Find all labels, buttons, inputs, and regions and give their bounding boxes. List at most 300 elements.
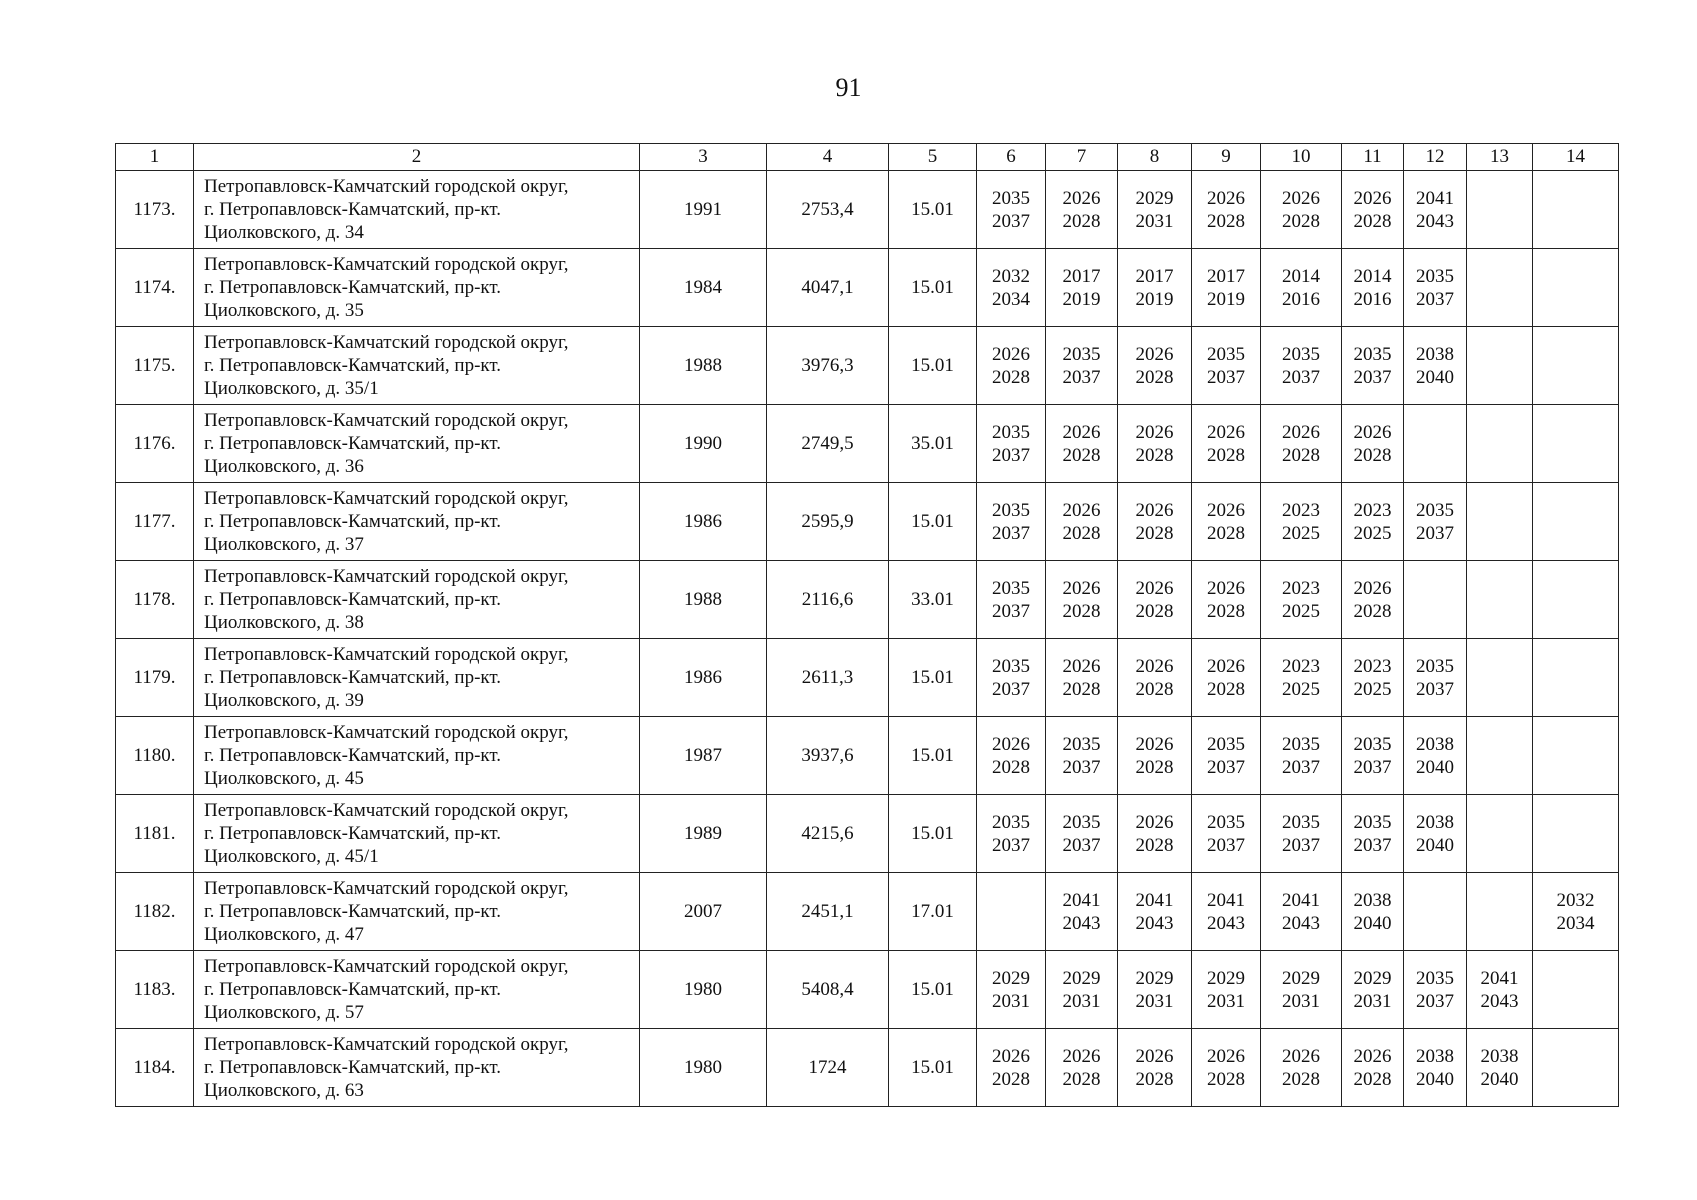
period-cell — [977, 327, 1046, 405]
period-cell — [1404, 873, 1467, 951]
period-year: 2037 — [992, 834, 1030, 856]
address-line: Петропавловск-Камчатский городской округ, — [204, 1034, 569, 1055]
period-cell — [1533, 639, 1619, 717]
period-cell — [1467, 327, 1533, 405]
period-year: 2031 — [1282, 990, 1320, 1012]
build-year-cell: 1984 — [640, 249, 767, 327]
period-year: 2028 — [1282, 210, 1320, 232]
period-year: 2026 — [1062, 577, 1101, 599]
period-cell — [1404, 249, 1467, 327]
period-cell — [1192, 405, 1261, 483]
period-year: 2026 — [1062, 655, 1101, 677]
column-header: 7 — [1046, 144, 1118, 171]
period-year: 2026 — [1353, 421, 1392, 443]
period-cell — [1192, 1029, 1261, 1107]
period-year: 2028 — [1282, 444, 1320, 466]
period-cell — [1261, 717, 1342, 795]
table-row — [116, 795, 1619, 873]
period-cell — [1342, 327, 1404, 405]
period-cell — [977, 171, 1046, 249]
period-cell — [1404, 327, 1467, 405]
period-year: 2028 — [1353, 444, 1392, 466]
period-cell — [1404, 951, 1467, 1029]
period-year: 2037 — [1282, 834, 1320, 856]
period-year: 2038 — [1416, 343, 1454, 365]
period-year: 2026 — [1353, 577, 1392, 599]
period-cell — [1118, 327, 1192, 405]
address-line: г. Петропавловск-Камчатский, пр-кт. — [204, 745, 502, 766]
page-number: 91 — [835, 73, 862, 102]
period-year: 2037 — [1282, 366, 1320, 388]
period-year: 2026 — [1135, 343, 1174, 365]
period-cell — [1342, 873, 1404, 951]
table-body — [116, 171, 1619, 1107]
period-year: 2035 — [1282, 343, 1320, 365]
row-number-cell: 1176. — [116, 405, 194, 483]
period-year: 2028 — [1062, 444, 1101, 466]
period-year: 2026 — [1135, 421, 1174, 443]
period-year: 2035 — [1207, 343, 1245, 365]
period-year: 2028 — [1135, 366, 1174, 388]
code-cell: 17.01 — [889, 873, 977, 951]
address-line: г. Петропавловск-Камчатский, пр-кт. — [204, 511, 502, 532]
period-year: 2037 — [1207, 756, 1245, 778]
period-year: 2017 — [1135, 265, 1174, 287]
period-year: 2026 — [1207, 655, 1245, 677]
period-cell — [1261, 405, 1342, 483]
address-cell — [194, 873, 640, 951]
period-year: 2023 — [1282, 499, 1320, 521]
period-year: 2034 — [1556, 912, 1595, 934]
address-line: г. Петропавловск-Камчатский, пр-кт. — [204, 667, 502, 688]
period-cell — [1261, 639, 1342, 717]
period-year: 2031 — [1062, 990, 1101, 1012]
period-cell — [977, 561, 1046, 639]
period-year: 2035 — [1353, 343, 1392, 365]
period-year: 2035 — [1353, 811, 1392, 833]
period-cell — [1046, 249, 1118, 327]
address-line: Петропавловск-Камчатский городской округ, — [204, 878, 569, 899]
period-cell — [1342, 171, 1404, 249]
period-cell — [1192, 327, 1261, 405]
table-row — [116, 405, 1619, 483]
address-cell — [194, 951, 640, 1029]
period-year: 2028 — [1062, 210, 1101, 232]
address-line: г. Петропавловск-Камчатский, пр-кт. — [204, 589, 502, 610]
area-cell: 2595,9 — [767, 483, 889, 561]
period-cell — [977, 249, 1046, 327]
address-cell — [194, 483, 640, 561]
period-year: 2019 — [1135, 288, 1174, 310]
column-header: 12 — [1404, 144, 1467, 171]
period-cell — [1404, 561, 1467, 639]
period-year: 2035 — [1416, 499, 1454, 521]
period-cell — [1046, 639, 1118, 717]
period-cell — [1404, 1029, 1467, 1107]
period-year: 2040 — [1480, 1068, 1519, 1090]
period-cell — [1046, 873, 1118, 951]
period-year: 2043 — [1480, 990, 1519, 1012]
row-number-cell: 1173. — [116, 171, 194, 249]
table-row — [116, 951, 1619, 1029]
row-number-cell: 1184. — [116, 1029, 194, 1107]
row-number-cell: 1174. — [116, 249, 194, 327]
period-year: 2037 — [992, 678, 1030, 700]
period-year: 2028 — [1207, 600, 1245, 622]
period-year: 2037 — [1416, 288, 1454, 310]
period-cell — [1118, 639, 1192, 717]
period-cell — [1467, 795, 1533, 873]
period-cell — [1261, 873, 1342, 951]
period-year: 2041 — [1480, 967, 1519, 989]
period-cell — [1118, 561, 1192, 639]
address-line: г. Петропавловск-Камчатский, пр-кт. — [204, 355, 502, 376]
period-cell — [1192, 483, 1261, 561]
period-year: 2025 — [1353, 522, 1392, 544]
address-cell — [194, 639, 640, 717]
period-year: 2026 — [1282, 1045, 1320, 1067]
period-year: 2028 — [1135, 834, 1174, 856]
period-year: 2037 — [1207, 366, 1245, 388]
period-year: 2028 — [1062, 522, 1101, 544]
period-cell — [1046, 171, 1118, 249]
address-line: Петропавловск-Камчатский городской округ, — [204, 254, 569, 275]
period-cell — [1118, 795, 1192, 873]
period-cell — [1533, 483, 1619, 561]
period-cell — [1342, 795, 1404, 873]
period-year: 2035 — [1207, 733, 1245, 755]
period-cell — [1118, 873, 1192, 951]
housing-repair-schedule-table — [115, 143, 1619, 1107]
row-number-cell: 1177. — [116, 483, 194, 561]
period-year: 2017 — [1207, 265, 1245, 287]
period-year: 2037 — [992, 600, 1030, 622]
address-line: г. Петропавловск-Камчатский, пр-кт. — [204, 1057, 502, 1078]
period-year: 2031 — [992, 990, 1030, 1012]
build-year-cell: 1987 — [640, 717, 767, 795]
period-year: 2028 — [1135, 522, 1174, 544]
period-cell — [1342, 405, 1404, 483]
period-year: 2028 — [992, 756, 1030, 778]
period-cell — [1261, 1029, 1342, 1107]
period-year: 2037 — [992, 210, 1030, 232]
period-cell — [1192, 249, 1261, 327]
address-line: г. Петропавловск-Камчатский, пр-кт. — [204, 199, 502, 220]
period-year: 2026 — [1353, 187, 1392, 209]
period-cell — [1118, 483, 1192, 561]
address-line: Петропавловск-Камчатский городской округ, — [204, 644, 569, 665]
period-cell — [1533, 717, 1619, 795]
period-year: 2035 — [1416, 655, 1454, 677]
period-cell — [1118, 1029, 1192, 1107]
build-year-cell: 1980 — [640, 1029, 767, 1107]
period-cell — [1467, 561, 1533, 639]
period-cell — [1342, 249, 1404, 327]
period-year: 2037 — [1416, 678, 1454, 700]
period-cell — [1192, 873, 1261, 951]
period-year: 2026 — [1062, 499, 1101, 521]
row-number-cell: 1180. — [116, 717, 194, 795]
address-line: г. Петропавловск-Камчатский, пр-кт. — [204, 277, 502, 298]
period-year: 2028 — [1135, 1068, 1174, 1090]
address-line: Циолковского, д. 35/1 — [204, 378, 379, 399]
period-year: 2041 — [1062, 889, 1101, 911]
period-year: 2026 — [1062, 187, 1101, 209]
row-number-cell: 1175. — [116, 327, 194, 405]
table-row — [116, 873, 1619, 951]
period-year: 2038 — [1480, 1045, 1519, 1067]
period-cell — [1192, 561, 1261, 639]
address-cell — [194, 405, 640, 483]
period-cell — [1046, 1029, 1118, 1107]
period-year: 2040 — [1416, 366, 1454, 388]
period-year: 2035 — [992, 187, 1030, 209]
period-cell — [977, 795, 1046, 873]
address-cell — [194, 1029, 640, 1107]
period-cell — [1192, 951, 1261, 1029]
period-year: 2035 — [1353, 733, 1392, 755]
period-cell — [977, 951, 1046, 1029]
period-year: 2041 — [1207, 889, 1245, 911]
period-cell — [1467, 171, 1533, 249]
period-year: 2026 — [1135, 811, 1174, 833]
period-year: 2028 — [1207, 210, 1245, 232]
period-year: 2025 — [1282, 600, 1320, 622]
period-cell — [977, 483, 1046, 561]
period-year: 2035 — [1062, 343, 1101, 365]
period-year: 2031 — [1135, 990, 1174, 1012]
period-year: 2026 — [1135, 577, 1174, 599]
address-line: Циолковского, д. 35 — [204, 300, 364, 321]
period-cell — [1192, 171, 1261, 249]
period-year: 2025 — [1282, 522, 1320, 544]
code-cell: 15.01 — [889, 639, 977, 717]
period-cell — [1404, 483, 1467, 561]
address-line: Петропавловск-Камчатский городской округ, — [204, 566, 569, 587]
address-line: Циолковского, д. 45/1 — [204, 846, 379, 867]
build-year-cell: 1988 — [640, 561, 767, 639]
period-cell — [1261, 795, 1342, 873]
column-header: 4 — [767, 144, 889, 171]
area-cell: 2749,5 — [767, 405, 889, 483]
period-year: 2029 — [1282, 967, 1320, 989]
address-line: г. Петропавловск-Камчатский, пр-кт. — [204, 901, 502, 922]
period-cell — [1404, 171, 1467, 249]
period-cell — [1261, 249, 1342, 327]
period-year: 2041 — [1416, 187, 1454, 209]
period-cell — [1261, 171, 1342, 249]
period-cell — [1342, 717, 1404, 795]
period-cell — [1118, 717, 1192, 795]
column-header: 5 — [889, 144, 977, 171]
period-year: 2023 — [1353, 655, 1392, 677]
period-cell — [1533, 561, 1619, 639]
code-cell: 15.01 — [889, 951, 977, 1029]
column-header: 2 — [194, 144, 640, 171]
period-cell — [1467, 1029, 1533, 1107]
address-cell — [194, 171, 640, 249]
column-header: 8 — [1118, 144, 1192, 171]
period-year: 2025 — [1353, 678, 1392, 700]
period-year: 2035 — [1416, 265, 1454, 287]
period-year: 2028 — [1353, 210, 1392, 232]
address-line: Петропавловск-Камчатский городской округ, — [204, 410, 569, 431]
period-cell — [1046, 561, 1118, 639]
area-cell: 1724 — [767, 1029, 889, 1107]
period-cell — [977, 1029, 1046, 1107]
period-cell — [1467, 717, 1533, 795]
code-cell: 15.01 — [889, 249, 977, 327]
table-row — [116, 171, 1619, 249]
period-cell — [1118, 171, 1192, 249]
period-cell — [1533, 405, 1619, 483]
period-year: 2043 — [1135, 912, 1174, 934]
period-year: 2028 — [1353, 600, 1392, 622]
period-year: 2025 — [1282, 678, 1320, 700]
table-row — [116, 327, 1619, 405]
period-year: 2040 — [1416, 756, 1454, 778]
area-cell: 4215,6 — [767, 795, 889, 873]
period-year: 2035 — [992, 577, 1030, 599]
address-cell — [194, 327, 640, 405]
table-row — [116, 249, 1619, 327]
period-cell — [1533, 327, 1619, 405]
period-cell — [1046, 483, 1118, 561]
period-year: 2035 — [1282, 733, 1320, 755]
column-header: 9 — [1192, 144, 1261, 171]
period-year: 2041 — [1282, 889, 1320, 911]
period-year: 2028 — [1207, 678, 1245, 700]
period-year: 2026 — [1207, 577, 1245, 599]
address-line: Циолковского, д. 63 — [204, 1080, 364, 1101]
period-cell — [1467, 483, 1533, 561]
address-line: Циолковского, д. 36 — [204, 456, 364, 477]
period-year: 2028 — [1062, 600, 1101, 622]
table-row — [116, 717, 1619, 795]
period-year: 2043 — [1207, 912, 1245, 934]
period-year: 2031 — [1207, 990, 1245, 1012]
period-year: 2037 — [1207, 834, 1245, 856]
address-cell — [194, 561, 640, 639]
period-year: 2028 — [1207, 522, 1245, 544]
build-year-cell: 1986 — [640, 639, 767, 717]
period-year: 2037 — [1062, 834, 1101, 856]
table-row — [116, 561, 1619, 639]
address-line: Циолковского, д. 38 — [204, 612, 364, 633]
period-year: 2037 — [1282, 756, 1320, 778]
address-line: Циолковского, д. 39 — [204, 690, 364, 711]
period-cell — [1118, 405, 1192, 483]
period-cell — [1533, 795, 1619, 873]
period-year: 2032 — [1556, 889, 1595, 911]
period-year: 2026 — [1207, 499, 1245, 521]
address-line: г. Петропавловск-Камчатский, пр-кт. — [204, 433, 502, 454]
area-cell: 2116,6 — [767, 561, 889, 639]
period-year: 2026 — [1282, 421, 1320, 443]
period-cell — [1467, 249, 1533, 327]
period-year: 2026 — [992, 733, 1030, 755]
period-cell — [977, 639, 1046, 717]
period-cell — [1467, 951, 1533, 1029]
address-line: Петропавловск-Камчатский городской округ, — [204, 956, 569, 977]
period-cell — [1533, 951, 1619, 1029]
period-cell — [1533, 249, 1619, 327]
period-year: 2017 — [1062, 265, 1101, 287]
period-year: 2037 — [1353, 834, 1392, 856]
period-year: 2035 — [992, 655, 1030, 677]
period-cell — [1404, 717, 1467, 795]
column-header: 10 — [1261, 144, 1342, 171]
period-year: 2028 — [1207, 444, 1245, 466]
period-year: 2029 — [992, 967, 1030, 989]
period-cell — [1118, 951, 1192, 1029]
address-line: Петропавловск-Камчатский городской округ, — [204, 722, 569, 743]
column-number-header-row — [116, 144, 1619, 171]
address-line: г. Петропавловск-Камчатский, пр-кт. — [204, 979, 502, 1000]
table-row — [116, 483, 1619, 561]
column-header: 13 — [1467, 144, 1533, 171]
period-year: 2026 — [1135, 733, 1174, 755]
period-year: 2035 — [1062, 811, 1101, 833]
period-year: 2037 — [1416, 990, 1454, 1012]
code-cell: 15.01 — [889, 717, 977, 795]
period-year: 2016 — [1353, 288, 1392, 310]
address-line: Петропавловск-Камчатский городской округ, — [204, 800, 569, 821]
period-cell — [1404, 795, 1467, 873]
period-year: 2026 — [1282, 187, 1320, 209]
code-cell: 15.01 — [889, 1029, 977, 1107]
period-year: 2029 — [1135, 967, 1174, 989]
period-year: 2026 — [1135, 1045, 1174, 1067]
area-cell: 3976,3 — [767, 327, 889, 405]
period-year: 2037 — [1416, 522, 1454, 544]
period-year: 2032 — [992, 265, 1030, 287]
period-year: 2026 — [1062, 421, 1101, 443]
build-year-cell: 2007 — [640, 873, 767, 951]
period-year: 2038 — [1353, 889, 1392, 911]
period-year: 2035 — [1062, 733, 1101, 755]
period-year: 2034 — [992, 288, 1030, 310]
address-line: Циолковского, д. 45 — [204, 768, 364, 789]
period-year: 2029 — [1353, 967, 1392, 989]
period-cell — [1261, 483, 1342, 561]
period-year: 2031 — [1135, 210, 1174, 232]
period-year: 2028 — [992, 1068, 1030, 1090]
period-year: 2028 — [1062, 1068, 1101, 1090]
period-cell — [1533, 1029, 1619, 1107]
period-cell — [1192, 717, 1261, 795]
period-year: 2035 — [1282, 811, 1320, 833]
period-cell — [1342, 639, 1404, 717]
address-line: Петропавловск-Камчатский городской округ, — [204, 488, 569, 509]
table-row — [116, 639, 1619, 717]
period-year: 2040 — [1416, 834, 1454, 856]
period-cell — [1192, 795, 1261, 873]
period-cell — [1342, 1029, 1404, 1107]
period-year: 2040 — [1353, 912, 1392, 934]
build-year-cell: 1988 — [640, 327, 767, 405]
row-number-cell: 1178. — [116, 561, 194, 639]
area-cell: 3937,6 — [767, 717, 889, 795]
period-year: 2026 — [1207, 1045, 1245, 1067]
period-year: 2040 — [1416, 1068, 1454, 1090]
period-year: 2037 — [1062, 756, 1101, 778]
period-year: 2026 — [992, 343, 1030, 365]
period-year: 2023 — [1282, 655, 1320, 677]
build-year-cell: 1980 — [640, 951, 767, 1029]
period-cell — [1467, 639, 1533, 717]
address-line: Петропавловск-Камчатский городской округ, — [204, 176, 569, 197]
